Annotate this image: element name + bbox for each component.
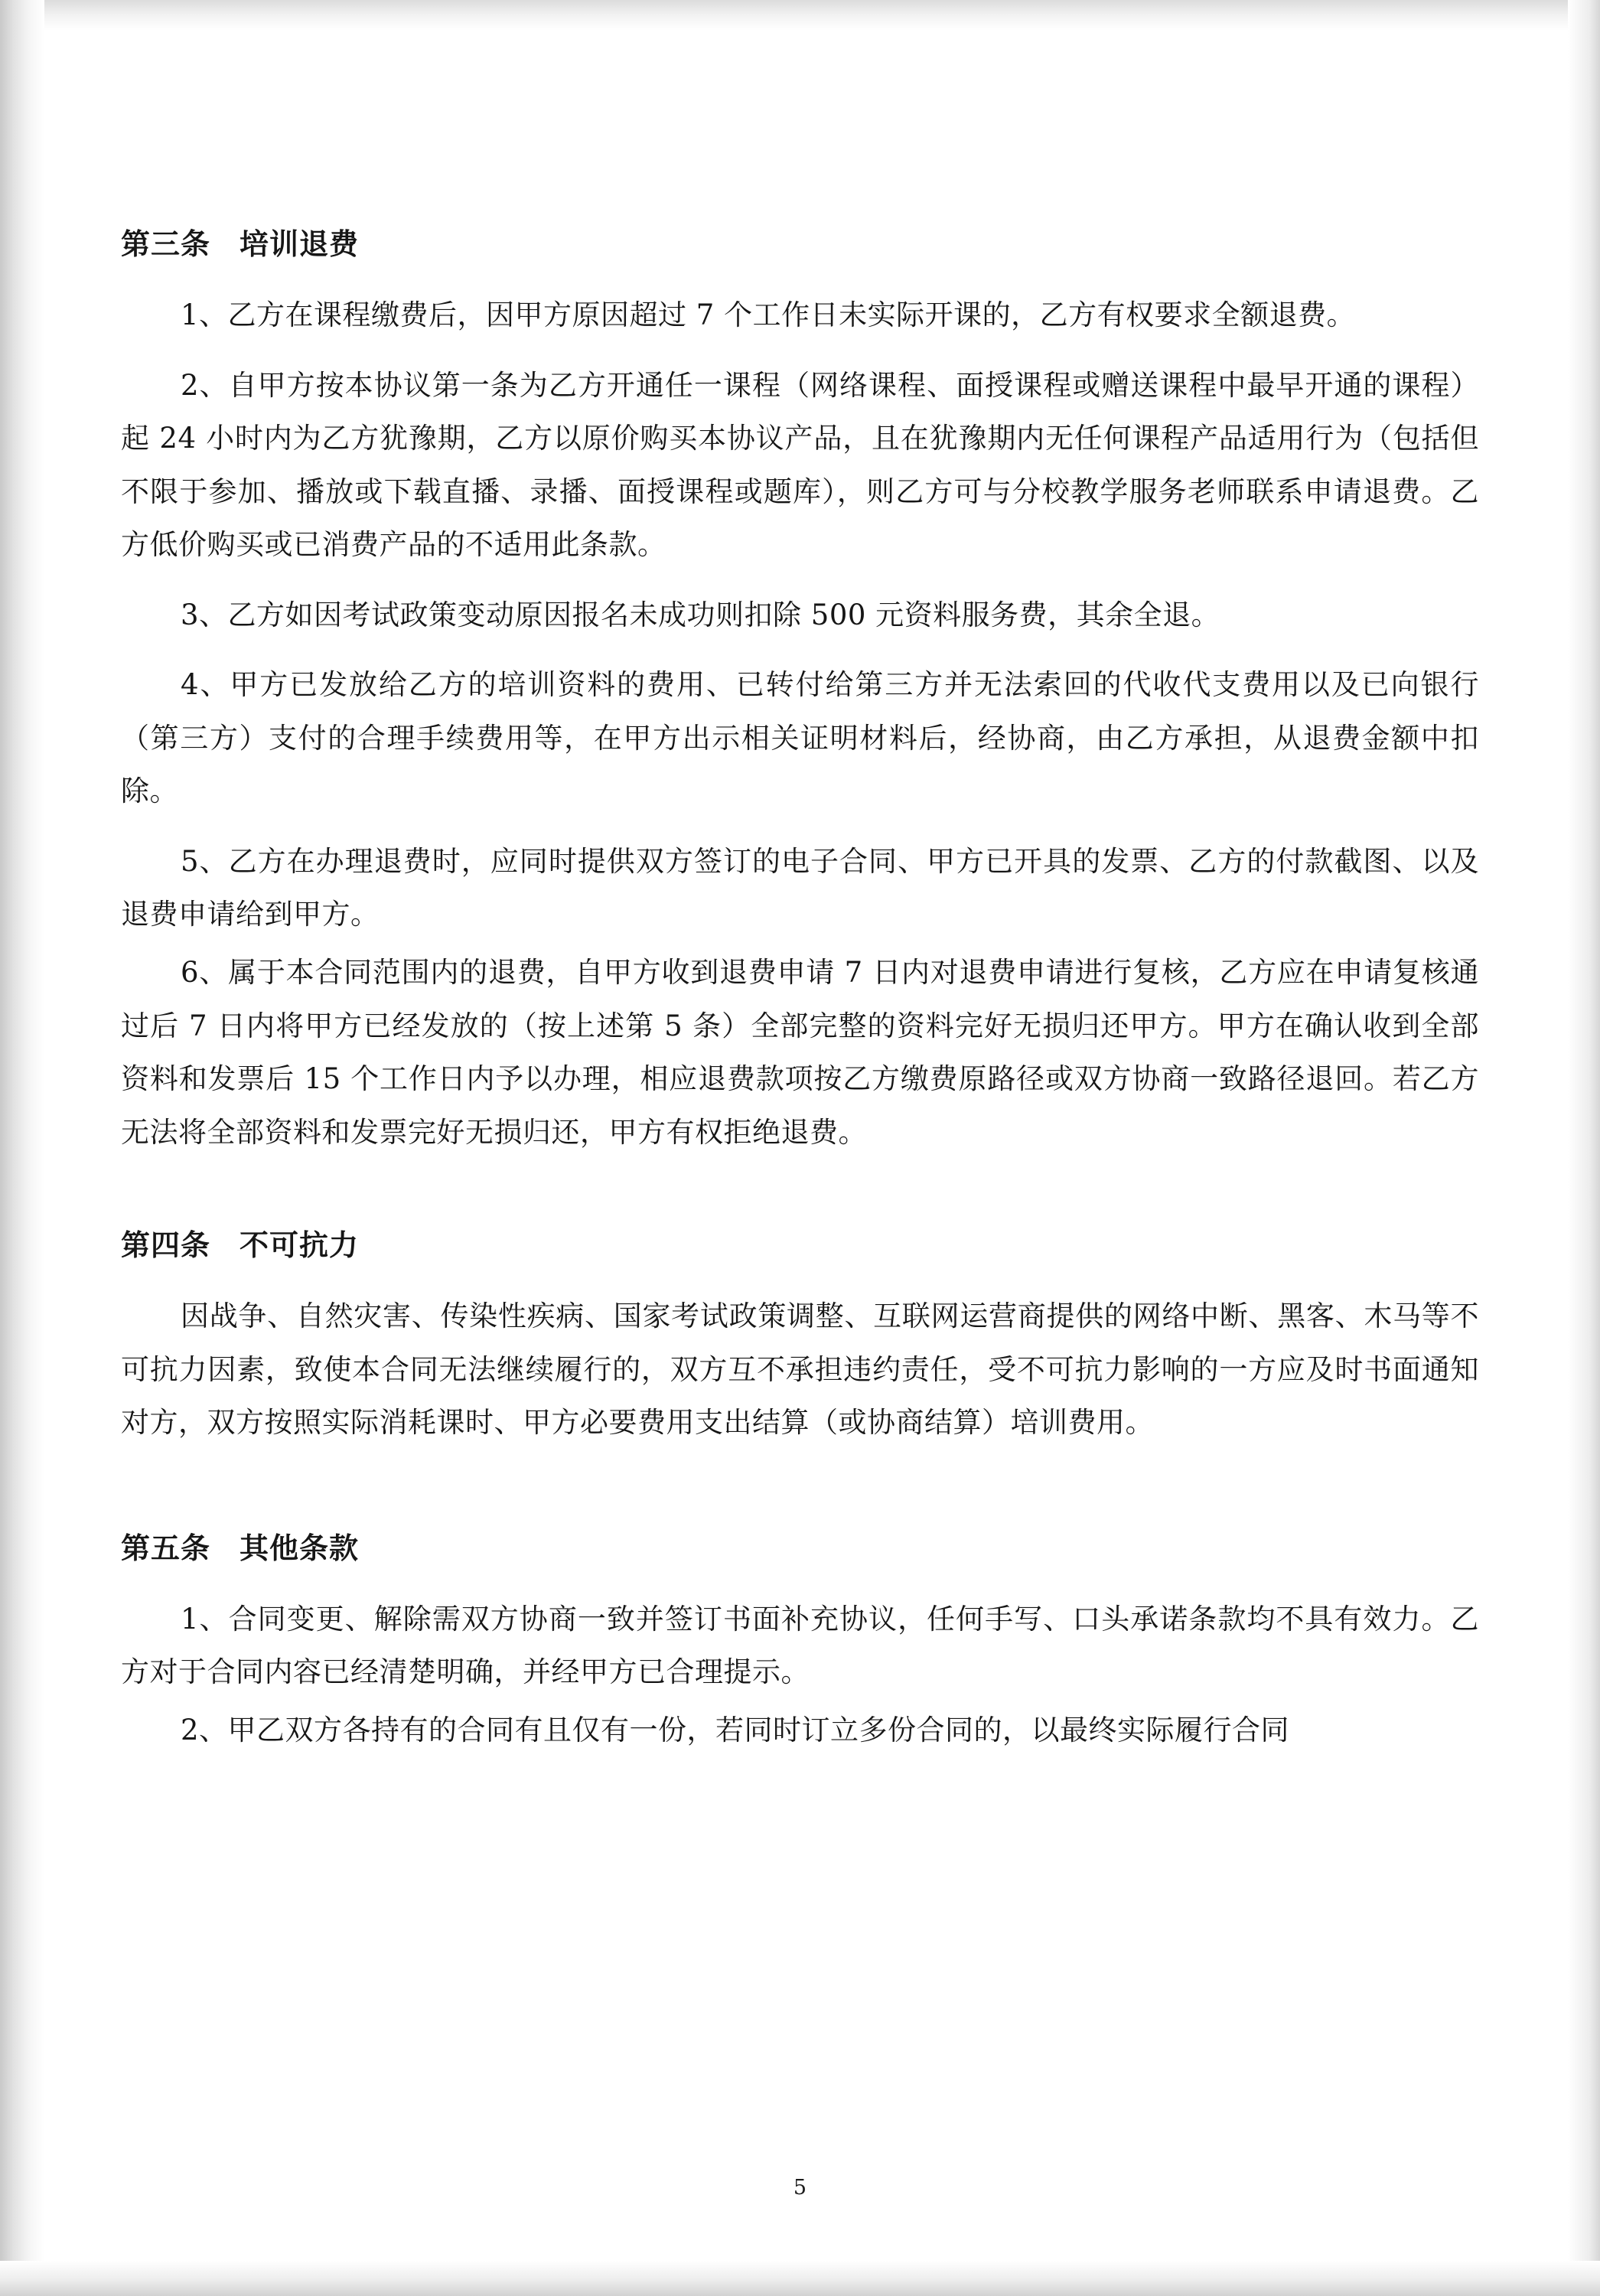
section-heading-5	[121, 1526, 1479, 1570]
paragraph: 1、乙方在课程缴费后，因甲方原因超过 7 个工作日未实际开课的，乙方有权要求全额退费。	[181, 298, 1356, 331]
paragraph: 2、甲乙双方各持有的合同有且仅有一份，若同时订立多份合同的，以最终实际履行合同	[181, 1713, 1290, 1746]
section-5-title: 其他条款	[240, 1530, 360, 1565]
document-body	[121, 222, 1479, 1761]
paragraph: 1、合同变更、解除需双方协商一致并签订书面补充协议，任何手写、口头承诺条款均不具有效力。乙方对于合同内容已经清楚明确，并经甲方已合理提示。	[121, 1602, 1479, 1689]
scan-edge-left	[0, 0, 44, 2296]
paragraph: 因战争、自然灾害、传染性疾病、国家考试政策调整、互联网运营商提供的网络中断、黑客、木马等不可抗力因素，致使本合同无法继续履行的，双方互不承担违约责任，受不可抗力影响的一方应及时书面通知对方，双方按照实际消耗课时、甲方必要费用支出结算（或协商结算）培训费用。	[121, 1300, 1479, 1440]
section-4-number: 第四条	[121, 1228, 211, 1263]
paragraph: 4、甲方已发放给乙方的培训资料的费用、已转付给第三方并无法索回的代收代支费用以及已向银行（第三方）支付的合理手续费用等，在甲方出示相关证明材料后，经协商，由乙方承担，从退费金额中扣除。	[121, 668, 1479, 808]
section-heading-4	[121, 1223, 1479, 1267]
page-number: 5	[793, 2176, 807, 2200]
section-3-number: 第三条	[121, 227, 211, 261]
section-3-title: 培训退费	[240, 227, 360, 261]
paragraph: 6、属于本合同范围内的退费，自甲方收到退费申请 7 日内对退费申请进行复核，乙方应在申请复核通过后 7 日内将甲方已经发放的（按上述第 5 条）全部完整的资料完好无损归还甲方。甲方在确认收到全部资料和发票后 15 个工作日内予以办理，相应退费款项按乙方缴费原路径或双方协商一致路径退回。若乙方无法将全部资料和发票完好无损归还，甲方有权拒绝退费。	[121, 956, 1479, 1149]
paragraph: 2、自甲方按本协议第一条为乙方开通任一课程（网络课程、面授课程或赠送课程中最早开通的课程）起 24 小时内为乙方犹豫期，乙方以原价购买本协议产品，且在犹豫期内无任何课程产品适用行为（包括但不限于参加、播放或下载直播、录播、面授课程或题库），则乙方可与分校教学服务老师联系申请退费。乙方低价购买或已消费产品的不适用此条款。	[121, 368, 1479, 562]
section-5-number: 第五条	[121, 1530, 211, 1565]
paragraph: 5、乙方在办理退费时，应同时提供双方签订的电子合同、甲方已开具的发票、乙方的付款截图、以及退费申请给到甲方。	[121, 844, 1479, 931]
scan-edge-top	[0, 0, 1600, 31]
paragraph: 3、乙方如因考试政策变动原因报名未成功则扣除 500 元资料服务费，其余全退。	[181, 598, 1220, 631]
scan-edge-right	[1568, 0, 1600, 2296]
scan-edge-bottom	[0, 2261, 1600, 2296]
section-heading-3	[121, 222, 1479, 266]
section-4-title: 不可抗力	[240, 1228, 360, 1263]
